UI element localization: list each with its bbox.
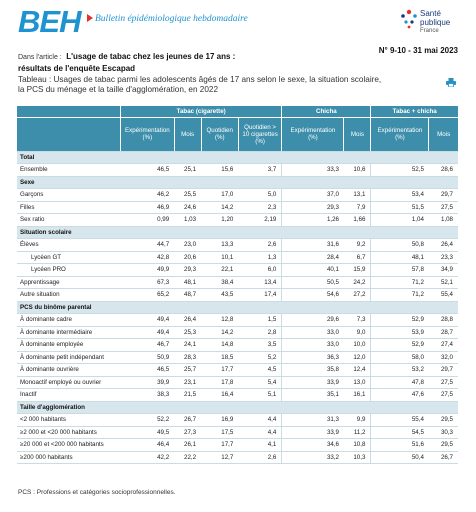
table-cell: 24,1 [174, 339, 201, 352]
table-cell: 2,3 [238, 201, 282, 214]
table-cell: 43,5 [201, 289, 238, 302]
section-row [17, 226, 458, 239]
row-label: À dominante petit indépendant [17, 351, 121, 364]
table-cell: 49,5 [121, 426, 175, 439]
table-row [17, 426, 458, 439]
table-cell: 1,08 [429, 214, 458, 227]
column-header: Expérimentation (%) [371, 117, 429, 151]
table-cell: 3,7 [238, 164, 282, 177]
row-label: Inactif [17, 389, 121, 402]
printer-icon[interactable] [446, 78, 456, 87]
table-cell: 10,0 [344, 339, 371, 352]
table-cell: 29,5 [429, 414, 458, 427]
table-cell: 11,2 [344, 426, 371, 439]
table-row [17, 339, 458, 352]
table-cell: 46,4 [121, 439, 175, 452]
table-cell: 48,1 [371, 251, 429, 264]
table-cell: 27,5 [429, 201, 458, 214]
column-header: Mois [174, 117, 201, 151]
table-cell: 25,7 [174, 364, 201, 377]
table-cell: 2,6 [238, 239, 282, 252]
table-cell: 12,7 [201, 451, 238, 464]
table-cell: 49,9 [121, 264, 175, 277]
table-cell: 5,0 [238, 189, 282, 202]
table-cell: 39,9 [121, 376, 175, 389]
table-cell: 29,5 [429, 439, 458, 452]
table-cell: 28,6 [429, 164, 458, 177]
row-label: Monoactif employé ou ouvrier [17, 376, 121, 389]
table-cell: 1,03 [174, 214, 201, 227]
table-cell: 50,5 [282, 276, 344, 289]
table-cell: 25,1 [174, 164, 201, 177]
table-cell: 48,1 [174, 276, 201, 289]
table-cell: 7,9 [344, 201, 371, 214]
table-cell: 2,8 [238, 326, 282, 339]
section-row [17, 301, 458, 314]
table-cell: 15,9 [344, 264, 371, 277]
table-cell: 54,6 [282, 289, 344, 302]
table-cell: 55,4 [371, 414, 429, 427]
table-cell: 5,4 [238, 376, 282, 389]
table-row [17, 239, 458, 252]
table-cell: 25,5 [174, 189, 201, 202]
table-cell: 25,3 [174, 326, 201, 339]
table-cell: 50,9 [121, 351, 175, 364]
row-label: Apprentissage [17, 276, 121, 289]
table-row [17, 214, 458, 227]
table-cell: 12,8 [201, 314, 238, 327]
table-cell: 22,2 [174, 451, 201, 464]
table-cell: 4,4 [238, 414, 282, 427]
table-cell: 28,8 [429, 314, 458, 327]
table-cell: 53,9 [371, 326, 429, 339]
table-cell: 38,3 [121, 389, 175, 402]
table-cell: 35,1 [282, 389, 344, 402]
table-cell: 16,4 [201, 389, 238, 402]
group-header: Tabac (cigarette) [121, 106, 282, 117]
table-cell: 6,0 [238, 264, 282, 277]
row-label: À dominante ouvrière [17, 364, 121, 377]
table-cell: 30,3 [429, 426, 458, 439]
table-cell: 16,9 [201, 414, 238, 427]
table-cell: 1,20 [201, 214, 238, 227]
table-cell: 54,5 [371, 426, 429, 439]
row-label: ≥200 000 habitants [17, 451, 121, 464]
table-row [17, 189, 458, 202]
column-header: Quotidien > 10 cigarettes (%) [238, 117, 282, 151]
table-cell: 17,4 [238, 289, 282, 302]
table-cell: 71,2 [371, 276, 429, 289]
section-title: Situation scolaire [17, 226, 458, 239]
table-cell: 42,8 [121, 251, 175, 264]
table-cell: 46,9 [121, 201, 175, 214]
table-cell: 24,2 [344, 276, 371, 289]
row-label: Ensemble [17, 164, 121, 177]
table-cell: 46,2 [121, 189, 175, 202]
table-cell: 10,1 [201, 251, 238, 264]
row-label: À dominante cadre [17, 314, 121, 327]
logo-arrow-icon [87, 14, 93, 22]
table-cell: 34,9 [429, 264, 458, 277]
table-row [17, 164, 458, 177]
table-cell: 10,3 [344, 451, 371, 464]
table-cell: 9,9 [344, 414, 371, 427]
table-cell: 5,1 [238, 389, 282, 402]
table-cell: 57,8 [371, 264, 429, 277]
table-cell: 33,0 [282, 339, 344, 352]
table-cell: 28,4 [282, 251, 344, 264]
table-cell: 26,1 [174, 439, 201, 452]
table-cell: 10,8 [344, 439, 371, 452]
row-label: <2 000 habitants [17, 414, 121, 427]
table-cell: 1,66 [344, 214, 371, 227]
table-cell: 65,2 [121, 289, 175, 302]
table-cell: 26,4 [174, 314, 201, 327]
table-cell: 38,4 [201, 276, 238, 289]
table-cell: 52,1 [429, 276, 458, 289]
issue-number: N° 9-10 - 31 mai 2023 [378, 46, 458, 55]
table-cell: 26,4 [429, 239, 458, 252]
table-cell: 22,1 [201, 264, 238, 277]
article-info [18, 46, 458, 73]
table-cell: 37,0 [282, 189, 344, 202]
table-cell: 29,7 [429, 189, 458, 202]
row-label: Lycéen PRO [17, 264, 121, 277]
table-cell: 10,6 [344, 164, 371, 177]
table-cell: 49,4 [121, 314, 175, 327]
table-cell: 46,5 [121, 364, 175, 377]
table-cell: 12,0 [344, 351, 371, 364]
article-title-line1[interactable]: L'usage de tabac chez les jeunes de 17 ans : [66, 52, 236, 61]
table-cell: 2,19 [238, 214, 282, 227]
table-cell: 52,5 [371, 164, 429, 177]
table-cell: 51,5 [371, 201, 429, 214]
table-cell: 31,6 [282, 239, 344, 252]
table-cell: 36,3 [282, 351, 344, 364]
table-cell: 34,6 [282, 439, 344, 452]
table-cell: 24,6 [174, 201, 201, 214]
row-label: Garçons [17, 189, 121, 202]
table-cell: 16,1 [344, 389, 371, 402]
table-cell: 4,5 [238, 364, 282, 377]
table-cell: 20,6 [174, 251, 201, 264]
row-label: ≥2 000 et <20 000 habitants [17, 426, 121, 439]
table-cell: 17,7 [201, 364, 238, 377]
table-cell: 28,7 [429, 326, 458, 339]
section-title: Total [17, 151, 458, 164]
table-cell: 46,7 [121, 339, 175, 352]
table-cell: 27,5 [429, 389, 458, 402]
table-cell: 15,6 [201, 164, 238, 177]
section-row [17, 176, 458, 189]
table-cell: 26,7 [429, 451, 458, 464]
beh-logo: BEH [18, 4, 81, 39]
row-label: À dominante intermédiaire [17, 326, 121, 339]
row-label: Sex ratio [17, 214, 121, 227]
table-cell: 23,1 [174, 376, 201, 389]
table-row [17, 326, 458, 339]
table-row [17, 351, 458, 364]
table-cell: 14,2 [201, 201, 238, 214]
table-cell: 33,2 [282, 451, 344, 464]
table-cell: 51,6 [371, 439, 429, 452]
table-cell: 52,2 [121, 414, 175, 427]
table-cell: 0,99 [121, 214, 175, 227]
table-cell: 14,8 [201, 339, 238, 352]
table-cell: 35,8 [282, 364, 344, 377]
table-cell: 17,7 [201, 439, 238, 452]
table-cell: 4,4 [238, 426, 282, 439]
dans-label: Dans l'article : [18, 54, 62, 61]
table-cell: 1,3 [238, 251, 282, 264]
table-corner [17, 106, 121, 117]
table-cell: 55,4 [429, 289, 458, 302]
table-cell: 27,3 [174, 426, 201, 439]
table-cell: 27,2 [344, 289, 371, 302]
group-header: Chicha [282, 106, 371, 117]
section-title: Taille d'agglomération [17, 401, 458, 414]
table-cell: 13,1 [344, 189, 371, 202]
table-cell: 17,0 [201, 189, 238, 202]
table-row [17, 289, 458, 302]
column-header: Mois [429, 117, 458, 151]
table-cell: 67,3 [121, 276, 175, 289]
table-cell: 40,1 [282, 264, 344, 277]
column-header: Mois [344, 117, 371, 151]
table-cell: 32,0 [429, 351, 458, 364]
table-cell: 26,7 [174, 414, 201, 427]
table-cell: 46,5 [121, 164, 175, 177]
table-cell: 33,9 [282, 376, 344, 389]
table-cell: 53,4 [371, 189, 429, 202]
table-row [17, 201, 458, 214]
section-row [17, 151, 458, 164]
table-cell: 14,2 [201, 326, 238, 339]
bulletin-title: Bulletin épidémiologique hebdomadaire [95, 14, 248, 24]
row-label: Filles [17, 201, 121, 214]
table-cell: 52,9 [371, 314, 429, 327]
section-title: Sexe [17, 176, 458, 189]
table-cell: 29,6 [282, 314, 344, 327]
table-cell: 9,0 [344, 326, 371, 339]
table-cell: 33,9 [282, 426, 344, 439]
row-label: Lycéen GT [17, 251, 121, 264]
table-cell: 42,2 [121, 451, 175, 464]
row-label: À dominante employée [17, 339, 121, 352]
table-cell: 1,5 [238, 314, 282, 327]
table-cell: 23,3 [429, 251, 458, 264]
table-cell: 5,2 [238, 351, 282, 364]
table-cell: 1,04 [371, 214, 429, 227]
column-header: Expérimentation (%) [121, 117, 175, 151]
table-cell: 13,4 [238, 276, 282, 289]
table-cell: 44,7 [121, 239, 175, 252]
sante-publique-label: Santé publique France [420, 9, 451, 34]
table-cell: 17,5 [201, 426, 238, 439]
table-row [17, 276, 458, 289]
table-cell: 3,5 [238, 339, 282, 352]
row-label: ≥20 000 et <200 000 habitants [17, 439, 121, 452]
article-title-line2[interactable]: résultats de l'enquête Escapad [18, 64, 136, 73]
table-cell: 29,3 [174, 264, 201, 277]
table-row [17, 364, 458, 377]
row-label: Autre situation [17, 289, 121, 302]
table-cell: 13,3 [201, 239, 238, 252]
group-header: Tabac + chicha [371, 106, 458, 117]
table-cell: 23,0 [174, 239, 201, 252]
table-row [17, 314, 458, 327]
table-cell: 1,26 [282, 214, 344, 227]
table-body [17, 151, 458, 464]
table-cell: 49,4 [121, 326, 175, 339]
row-label: Élèves [17, 239, 121, 252]
table-cell: 12,4 [344, 364, 371, 377]
table-cell: 50,8 [371, 239, 429, 252]
table-row [17, 389, 458, 402]
table-row [17, 264, 458, 277]
table-cell: 27,5 [429, 376, 458, 389]
footnote: PCS : Professions et catégories socioprofessionnelles. [18, 489, 176, 496]
table-cell: 53,2 [371, 364, 429, 377]
column-header: Expérimentation (%) [282, 117, 344, 151]
table-caption: Tableau : Usages de tabac parmi les adolescents âgés de 17 ans selon le sexe, la situation scolaire, la PCS du ménage et la taille d'agglomération, en 2022 [18, 75, 382, 94]
table-cell: 33,3 [282, 164, 344, 177]
table-row [17, 451, 458, 464]
table-cell: 21,5 [174, 389, 201, 402]
table-cell: 33,0 [282, 326, 344, 339]
table-row [17, 414, 458, 427]
column-header: Quotidien (%) [201, 117, 238, 151]
table-cell: 9,2 [344, 239, 371, 252]
table-cell: 58,0 [371, 351, 429, 364]
table-cell: 47,8 [371, 376, 429, 389]
table-cell: 17,8 [201, 376, 238, 389]
table-cell: 4,1 [238, 439, 282, 452]
sante-publique-logo-icon [398, 8, 420, 30]
table-cell: 47,6 [371, 389, 429, 402]
table-cell: 28,3 [174, 351, 201, 364]
table-cell: 50,4 [371, 451, 429, 464]
table-cell: 52,9 [371, 339, 429, 352]
data-table [17, 106, 458, 464]
table-cell: 18,5 [201, 351, 238, 364]
table-row [17, 251, 458, 264]
section-title: PCS du binôme parental [17, 301, 458, 314]
table-cell: 29,7 [429, 364, 458, 377]
table-cell: 48,7 [174, 289, 201, 302]
table-cell: 7,3 [344, 314, 371, 327]
page-header [0, 0, 476, 40]
table-row [17, 439, 458, 452]
table-cell: 2,6 [238, 451, 282, 464]
table-cell: 13,0 [344, 376, 371, 389]
table-cell: 29,3 [282, 201, 344, 214]
table-cell: 27,4 [429, 339, 458, 352]
table-cell: 71,2 [371, 289, 429, 302]
table-cell: 6,7 [344, 251, 371, 264]
table-corner [17, 117, 121, 151]
section-row [17, 401, 458, 414]
table-cell: 31,3 [282, 414, 344, 427]
table-row [17, 376, 458, 389]
